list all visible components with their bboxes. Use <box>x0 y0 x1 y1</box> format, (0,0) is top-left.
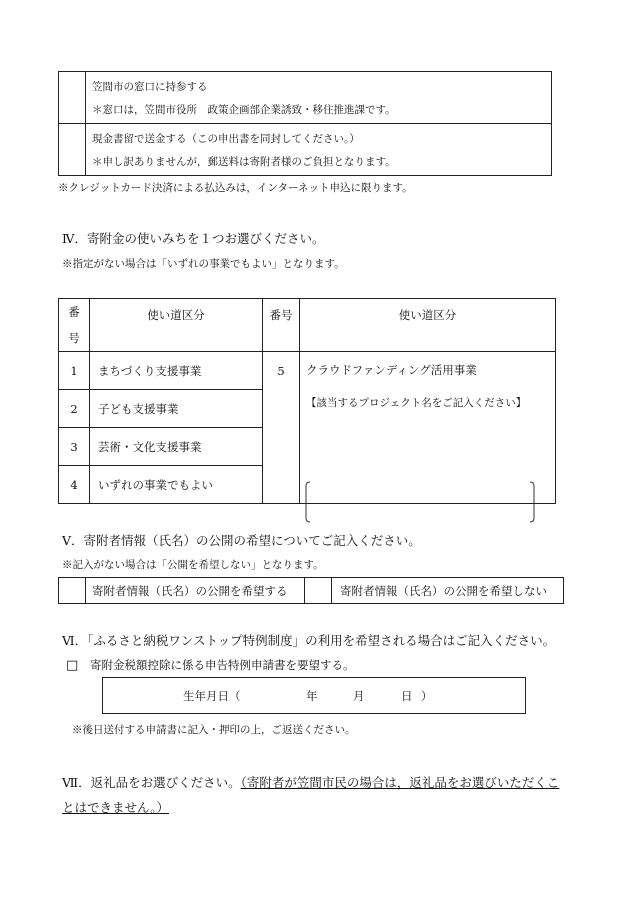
birthdate-day-label: 日 <box>401 689 413 703</box>
birthdate-label: 生年月日（ <box>183 689 241 703</box>
usage-item-2-label[interactable]: 子ども支援事業 <box>90 390 263 428</box>
section5-note: ※記入がない場合は「公開を希望しない」となります。 <box>62 559 324 571</box>
usage-header-no-1: 番 <box>68 305 80 319</box>
section7-warning-line1: （寄附者が笠間市民の場合は，返礼品をお選びいただくこ <box>240 775 560 790</box>
section7-title: Ⅶ．返礼品をお選びください。 <box>62 775 241 790</box>
usage-item-3-label[interactable]: 芸術・文化支援事業 <box>90 428 263 466</box>
birthdate-month-field[interactable] <box>321 684 351 706</box>
section7-warning-line2: とはできません。） <box>62 800 170 815</box>
payment-option-1-note: ＊窓口は，笠間市役所 政策企画部企業誘致・移住推進課です。 <box>92 103 396 116</box>
usage-item-4-no: 4 <box>59 466 90 504</box>
usage-item-5-cell <box>300 352 556 504</box>
disclosure-no-label: 寄附者情報（氏名）の公開を希望しない <box>332 578 564 604</box>
birthdate-month-label: 月 <box>353 689 365 703</box>
birthdate-year-field[interactable] <box>251 684 301 706</box>
usage-item-2-no: 2 <box>59 390 90 428</box>
usage-header-no-right: 番号 <box>263 299 300 352</box>
disclosure-no-check[interactable] <box>305 578 332 604</box>
disclosure-yes-check[interactable] <box>59 578 86 604</box>
payment-option-1 <box>86 72 552 124</box>
project-name-bracket-field[interactable] <box>304 480 540 524</box>
payment-option-2-main: 現金書留で送金する（この申出書を同封してください。） <box>92 132 360 145</box>
usage-item-3-no: 3 <box>59 428 90 466</box>
payment-method-table <box>58 71 552 176</box>
usage-table <box>58 298 556 504</box>
one-stop-checkbox-label: 寄附金税額控除に係る申告特例申請書を要望する。 <box>89 658 355 672</box>
birthdate-box <box>102 677 526 714</box>
usage-header-no <box>59 299 90 352</box>
usage-item-5-label[interactable]: クラウドファンディング活用事業 <box>306 363 477 377</box>
one-stop-checkbox-row <box>66 657 354 673</box>
section7-title-row <box>62 770 567 795</box>
disclosure-table <box>58 577 564 604</box>
payment-option-2 <box>86 124 552 176</box>
section6-note: ※後日送付する申請書に記入・押印の上，ご返送ください。 <box>72 724 356 736</box>
credit-card-note: ※クレジットカード決済による払込みは，インターネット申込に限ります。 <box>58 182 413 194</box>
one-stop-checkbox[interactable]: □ <box>66 658 79 673</box>
section4-title: Ⅳ．寄附金の使いみちを１つお選びください。 <box>62 231 325 246</box>
usage-item-1-no: 1 <box>59 352 90 390</box>
birthdate-day-field[interactable] <box>369 684 399 706</box>
payment-option-2-note: ＊申し訳ありませんが，郵送料は寄附者様のご負担となります。 <box>92 155 396 168</box>
usage-header-use: 使い道区分 <box>90 299 263 352</box>
payment-check-cell-1[interactable] <box>59 72 86 124</box>
payment-check-cell-2[interactable] <box>59 124 86 176</box>
disclosure-yes-label: 寄附者情報（氏名）の公開を希望する <box>86 578 305 604</box>
birthdate-close: ） <box>421 689 433 703</box>
usage-header-no-2: 号 <box>68 331 80 345</box>
usage-item-5-no: 5 <box>263 352 300 504</box>
section5-title: Ⅴ．寄附者情報（氏名）の公開の希望についてご記入ください。 <box>62 533 421 548</box>
usage-item-5-sub: 【該当するプロジェクト名をご記入ください】 <box>306 397 527 409</box>
usage-item-1-label[interactable]: まちづくり支援事業 <box>90 352 263 390</box>
section6-title: Ⅵ．「ふるさと納税ワンストップ特例制度」の利用を希望される場合はご記入ください。 <box>62 633 556 648</box>
birthdate-year-label: 年 <box>306 689 318 703</box>
payment-option-1-main: 笠間市の窓口に持参する <box>92 80 208 93</box>
section4-note: ※指定がない場合は「いずれの事業でもよい」となります。 <box>62 258 345 270</box>
usage-header-use-right: 使い道区分 <box>300 299 556 352</box>
usage-item-4-label[interactable]: いずれの事業でもよい <box>90 466 263 504</box>
